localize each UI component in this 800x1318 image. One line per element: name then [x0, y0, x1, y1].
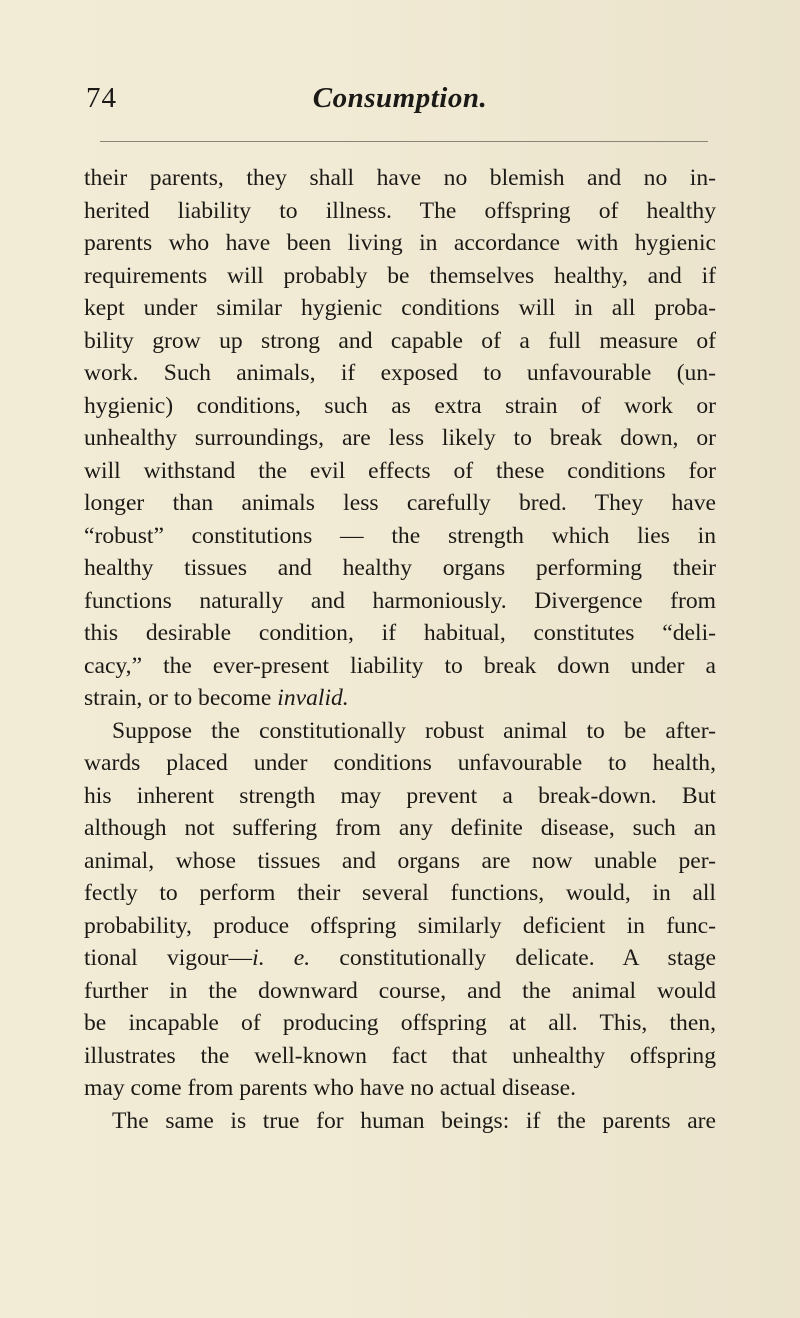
- text-line: probability, produce offspring similarly deficient in func-: [84, 912, 716, 939]
- running-title: Consumption.: [312, 82, 488, 114]
- running-head: [84, 78, 716, 118]
- text-line: animal, whose tissues and organs are now unable per-: [84, 847, 716, 874]
- text-line: parents who have been living in accordance with hygienic: [84, 230, 716, 256]
- text-segment: tional vigour—: [84, 945, 253, 971]
- page-number: 74: [86, 82, 117, 114]
- text-line: [84, 942, 716, 975]
- text-line: healthy tissues and healthy organs performing their: [84, 555, 716, 581]
- text-line: will withstand the evil effects of these conditions for: [84, 457, 716, 484]
- text-segment: strain, or to become: [84, 685, 278, 711]
- text-line: further in the downward course, and the animal would: [84, 977, 716, 1004]
- paragraph-end-line: may come from parents who have no actual disease.: [84, 1075, 577, 1101]
- text-line: [84, 682, 716, 715]
- text-line: “robust” constitutions — the strength which lies in: [84, 522, 716, 549]
- text-line: hygienic) conditions, such as extra strain of work or: [84, 392, 716, 419]
- text-line: their parents, they shall have no blemish and no in-: [84, 165, 716, 191]
- paragraph-start-line: Suppose the constitutionally robust animal to be after-: [112, 717, 716, 744]
- text-line: functions naturally and harmoniously. Divergence from: [84, 587, 716, 614]
- text-line: kept under similar hygienic conditions will in all proba-: [84, 295, 716, 321]
- italic-abbreviation: i. e.: [252, 945, 311, 971]
- text-line: although not suffering from any definite disease, such an: [84, 815, 716, 841]
- text-line: fectly to perform their several functions, would, in all: [84, 880, 716, 906]
- text-line: illustrates the well-known fact that unhealthy offspring: [84, 1042, 716, 1069]
- paragraph-start-line: The same is true for human beings: if the parents are: [112, 1107, 716, 1134]
- italic-word: invalid.: [277, 685, 349, 711]
- text-line: longer than animals less carefully bred. They have: [84, 490, 716, 516]
- text-line: unhealthy surroundings, are less likely to break down, or: [84, 425, 716, 451]
- text-line: work. Such animals, if exposed to unfavourable (un-: [84, 360, 716, 386]
- text-line: requirements will probably be themselves healthy, and if: [84, 262, 716, 289]
- text-line: wards placed under conditions unfavourable to health,: [84, 750, 716, 776]
- text-line: this desirable condition, if habitual, constitutes “deli-: [84, 620, 716, 646]
- text-line: cacy,” the ever-present liability to break down under a: [84, 652, 716, 679]
- text-line: herited liability to illness. The offspring of healthy: [84, 197, 716, 224]
- text-segment: constitutionally delicate. A stage: [310, 945, 716, 971]
- text-line: be incapable of producing offspring at all. This, then,: [84, 1010, 716, 1036]
- text-line: his inherent strength may prevent a break-down. But: [84, 782, 716, 809]
- header-rule: [100, 141, 708, 142]
- text-line: bility grow up strong and capable of a full measure of: [84, 327, 716, 354]
- body-text: [84, 162, 716, 1137]
